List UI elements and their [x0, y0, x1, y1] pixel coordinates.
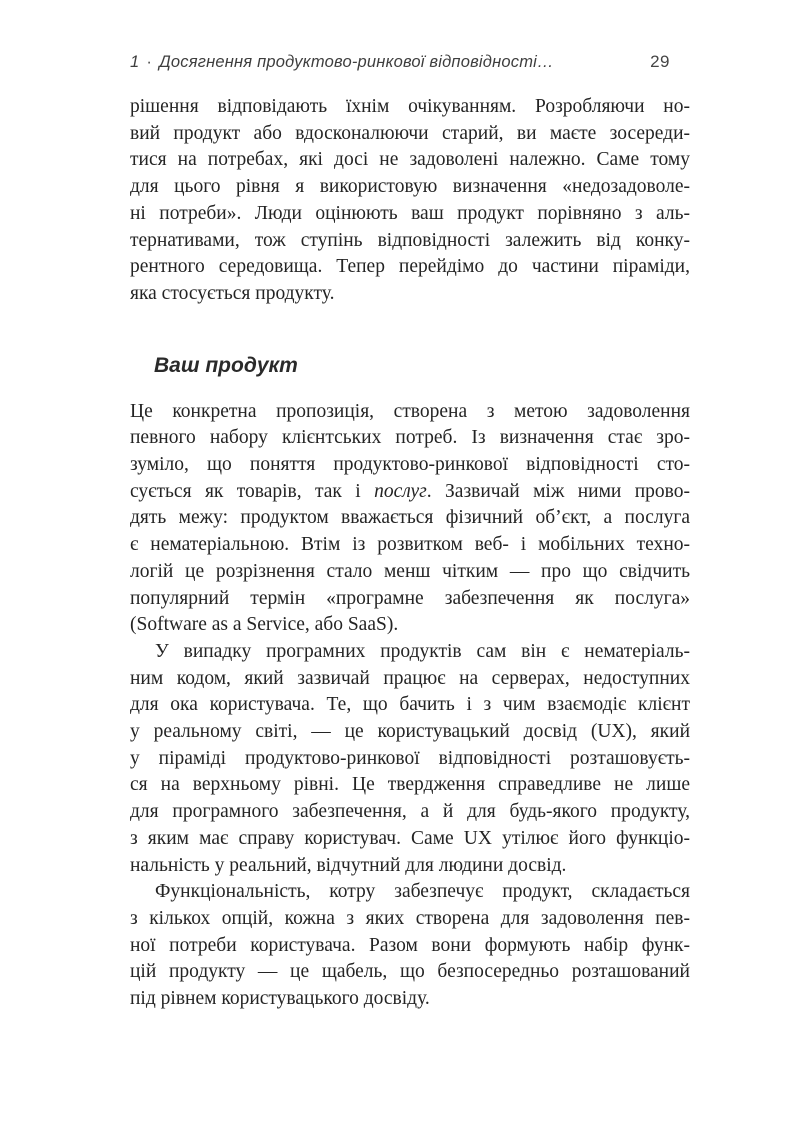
- text-line: Функціональність, котру забезпечує продукт, складається: [155, 881, 690, 903]
- chapter-title: Досягнення продуктово-ринкової відповідності…: [159, 53, 554, 71]
- page-number: 29: [650, 52, 670, 71]
- text-line: ні потреби». Люди оцінюють ваш продукт порівняно з аль-: [130, 202, 690, 224]
- text-line: для програмного забезпечення, а й для будь-якого продукту,: [130, 801, 690, 823]
- page-body: [130, 94, 690, 1013]
- text-line: певного набору клієнтських потреб. Із визначення стає зро-: [130, 427, 690, 449]
- text-line: цій продукту — це щабель, що безпосередньо розташований: [130, 961, 690, 983]
- separator-dot: ·: [146, 53, 153, 71]
- text-line: (Software as a Service, або SaaS).: [130, 614, 399, 636]
- text-line: для цього рівня я використовую визначення «недозадоволе-: [130, 176, 690, 198]
- section-heading: Ваш продукт: [154, 353, 298, 377]
- text-line: популярний термін «програмне забезпечення як послуга»: [130, 587, 690, 609]
- text-line: вий продукт або вдосконалюючи старий, ви маєте зосереди-: [130, 122, 690, 144]
- text-line: у реальному світі, — це користувацький досвід (UX), який: [130, 721, 690, 743]
- running-header: [130, 52, 690, 72]
- text-run-italic: послуг: [374, 480, 427, 502]
- text-line: тися на потребах, які досі не задоволені належно. Саме тому: [130, 149, 690, 171]
- text-line: є нематеріальною. Втім із розвитком веб- і мобільних техно-: [130, 534, 690, 556]
- chapter-ref: [130, 53, 554, 72]
- paragraph-continuation: [130, 94, 690, 308]
- text-run: . Зазвичай між ними прово-: [426, 480, 690, 502]
- text-line: У випадку програмних продуктів сам він є нематеріаль-: [155, 640, 690, 662]
- text-line: Це конкретна пропозиція, створена з метою задоволення: [130, 400, 690, 422]
- text-line: ним кодом, який зазвичай працює на серверах, недоступних: [130, 667, 690, 689]
- text-run: сується як товарів, так і: [130, 480, 375, 502]
- text-line: для ока користувача. Те, що бачить і з чим взаємодіє клієнт: [130, 694, 690, 716]
- text-line: з яким має справу користувач. Саме UX утілює його функціо-: [130, 827, 690, 849]
- text-line: рішення відповідають їхнім очікуванням. Розробляючи но-: [130, 96, 690, 117]
- paragraph-your-product: [130, 399, 690, 639]
- text-line: тернативами, тож ступінь відповідності залежить від конку-: [130, 229, 690, 251]
- text-line: дять межу: продуктом вважається фізичний об’єкт, а послуга: [130, 507, 690, 529]
- text-line-mixed: [130, 479, 690, 506]
- text-line: з кількох опцій, кожна з яких створена для задоволення пев-: [130, 907, 690, 929]
- chapter-number: 1: [130, 53, 140, 71]
- text-line: логій це розрізнення стало менш чітким — про що свідчить: [130, 560, 690, 582]
- text-line: яка стосується продукту.: [130, 282, 335, 304]
- paragraph-software-products: [130, 639, 690, 879]
- text-line: зуміло, що поняття продуктово-ринкової відповідності сто-: [130, 454, 690, 476]
- text-line: рентного середовища. Тепер перейдімо до частини піраміди,: [130, 256, 690, 278]
- text-line: у піраміді продуктово-ринкової відповідності розташовуєть-: [130, 747, 690, 769]
- text-line: під рівнем користувацького досвіду.: [130, 988, 430, 1010]
- paragraph-functionality: [130, 879, 690, 1013]
- text-line: ної потреби користувача. Разом вони формують набір функ-: [130, 934, 690, 956]
- text-line: ся на верхньому рівні. Це твердження справедливе не лише: [130, 774, 690, 796]
- text-line: нальність у реальний, відчутний для людини досвід.: [130, 854, 567, 876]
